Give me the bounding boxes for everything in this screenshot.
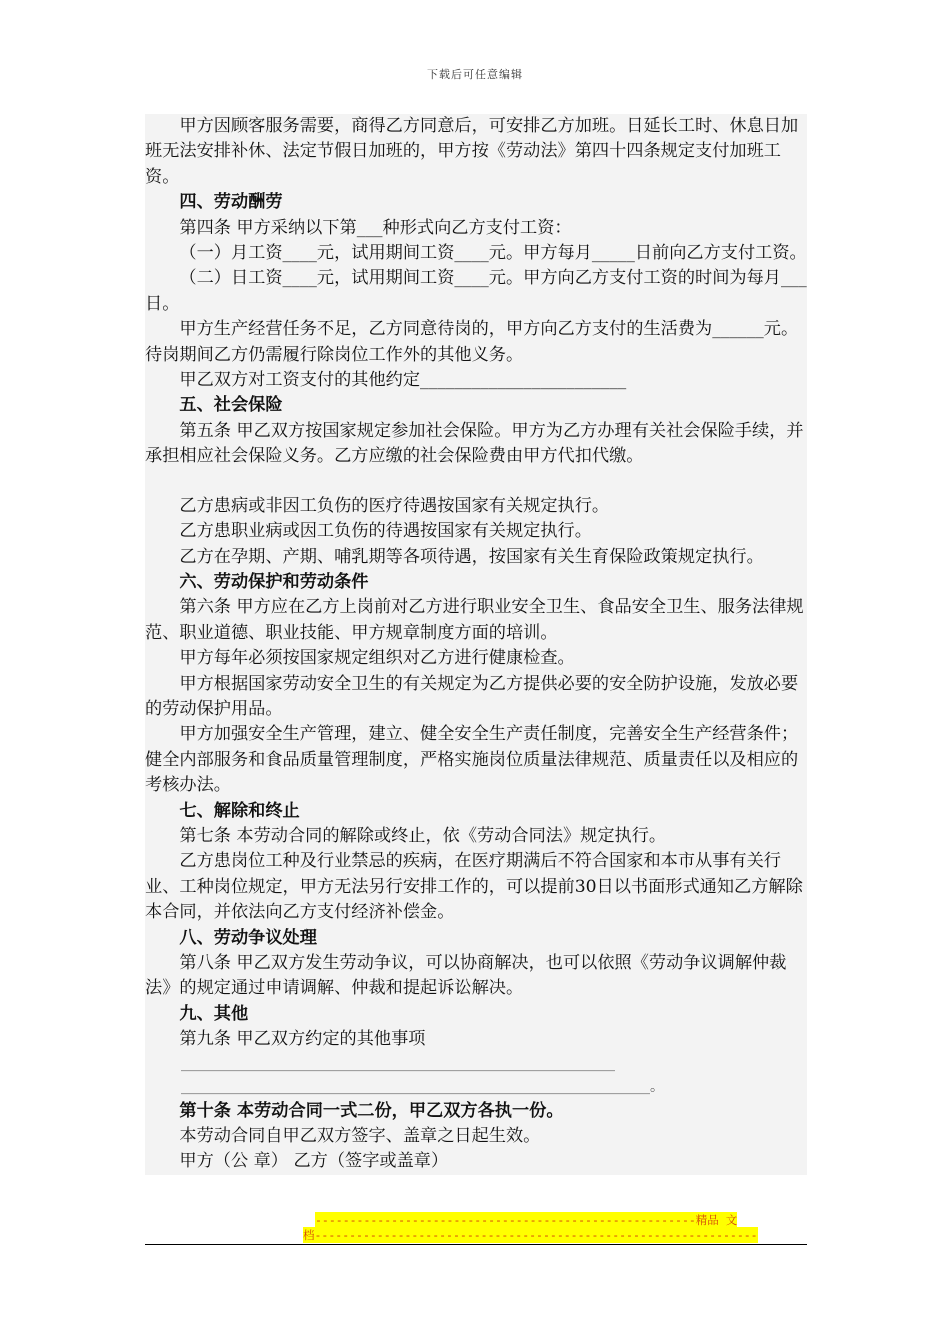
paragraph-prohibited-disease: 乙方患岗位工种及行业禁忌的疾病，在医疗期满后不符合国家和本市从事有关行业、工种岗位规定，甲方无法另行安排工作的，可以提前30日以书面形式通知乙方解除本合同，并依法向乙方支付经济补偿金。: [145, 851, 803, 923]
article-6: 第六条 甲方应在乙方上岗前对乙方进行职业安全卫生、食品安全卫生、服务法律规范、职业道德、职业技能、甲方规章制度方面的培训。: [145, 597, 804, 643]
section-heading-remuneration: 四、劳动酬劳: [179, 192, 283, 213]
section-heading-other: 九、其他: [179, 1003, 249, 1024]
blank-line-2: ___________________________________________________________________。: [181, 1078, 664, 1095]
section-heading-labor-protection: 六、劳动保护和劳动条件: [179, 571, 369, 592]
paragraph-protective-equipment: 甲方根据国家劳动安全卫生的有关规定为乙方提供必要的安全防护设施，发放必要的劳动保护用品。: [145, 673, 799, 719]
section-heading-social-insurance: 五、社会保险: [179, 395, 283, 416]
article-7: 第七条 本劳动合同的解除或终止，依《劳动合同法》规定执行。: [179, 825, 667, 846]
watermark-line-2: 档----------------------------------------------------------------: [303, 1228, 758, 1242]
paragraph-health-check: 甲方每年必须按国家规定组织对乙方进行健康检查。: [179, 648, 575, 669]
article-4: 第四条 甲方采纳以下第___种形式向乙方支付工资：: [179, 217, 572, 238]
spacer: [145, 470, 807, 494]
paragraph-daily-wage: （二）日工资____元，试用期间工资____元。甲方向乙方支付工资的时间为每月___日。: [145, 268, 807, 314]
article-10: 第十条 本劳动合同一式二份，甲乙双方各执一份。: [179, 1100, 564, 1121]
article-5: 第五条 甲乙双方按国家规定参加社会保险。甲方为乙方办理有关社会保险手续，并承担相应社会保险义务。乙方应缴的社会保险费由甲方代扣代缴。: [145, 420, 804, 467]
watermark-line-1: -------------------------------------------------------精品 文: [315, 1213, 738, 1227]
paragraph-overtime: 甲方因顾客服务需要，商得乙方同意后，可安排乙方加班。日延长工时、休息日加班无法安排补休、法定节假日加班的，甲方按《劳动法》第四十四条规定支付加班工资。: [145, 116, 799, 187]
blank-line-1: ______________________________________________________________: [181, 1055, 615, 1072]
paragraph-other-wage-agreement: 甲乙双方对工资支付的其他约定________________________: [179, 370, 627, 391]
section-heading-termination: 七、解除和终止: [179, 800, 300, 821]
document-body: [145, 114, 807, 1175]
page-header: 下载后可任意编辑: [427, 68, 523, 81]
paragraph-maternity: 乙方在孕期、产期、哺乳期等各项待遇，按国家有关生育保险政策规定执行。: [179, 546, 764, 567]
paragraph-effective-date: 本劳动合同自甲乙双方签字、盖章之日起生效。: [179, 1126, 541, 1147]
paragraph-standby-allowance: 甲方生产经营任务不足，乙方同意待岗的，甲方向乙方支付的生活费为______元。待岗期间乙方仍需履行除岗位工作外的其他义务。: [145, 319, 799, 365]
section-heading-dispute: 八、劳动争议处理: [179, 927, 317, 948]
signature-line: 甲方（公 章） 乙方（签字或盖章）: [179, 1151, 449, 1172]
paragraph-illness-treatment: 乙方患病或非因工负伤的医疗待遇按国家有关规定执行。: [179, 495, 610, 516]
article-8: 第八条 甲乙双方发生劳动争议，可以协商解决，也可以依照《劳动争议调解仲裁法》的规定通过申请调解、仲裁和提起诉讼解决。: [145, 953, 787, 999]
paragraph-monthly-wage: （一）月工资____元，试用期间工资____元。甲方每月_____日前向乙方支付工资。: [179, 243, 807, 264]
paragraph-safety-management: 甲方加强安全生产管理，建立、健全安全生产责任制度，完善安全生产经营条件；健全内部服务和食品质量管理制度，严格实施岗位质量法律规范、质量责任以及相应的考核办法。: [145, 724, 799, 796]
article-9: 第九条 甲乙双方约定的其他事项: [179, 1029, 426, 1050]
page-footer: [145, 1212, 807, 1245]
paragraph-occupational-disease: 乙方患职业病或因工负伤的待遇按国家有关规定执行。: [179, 521, 592, 542]
